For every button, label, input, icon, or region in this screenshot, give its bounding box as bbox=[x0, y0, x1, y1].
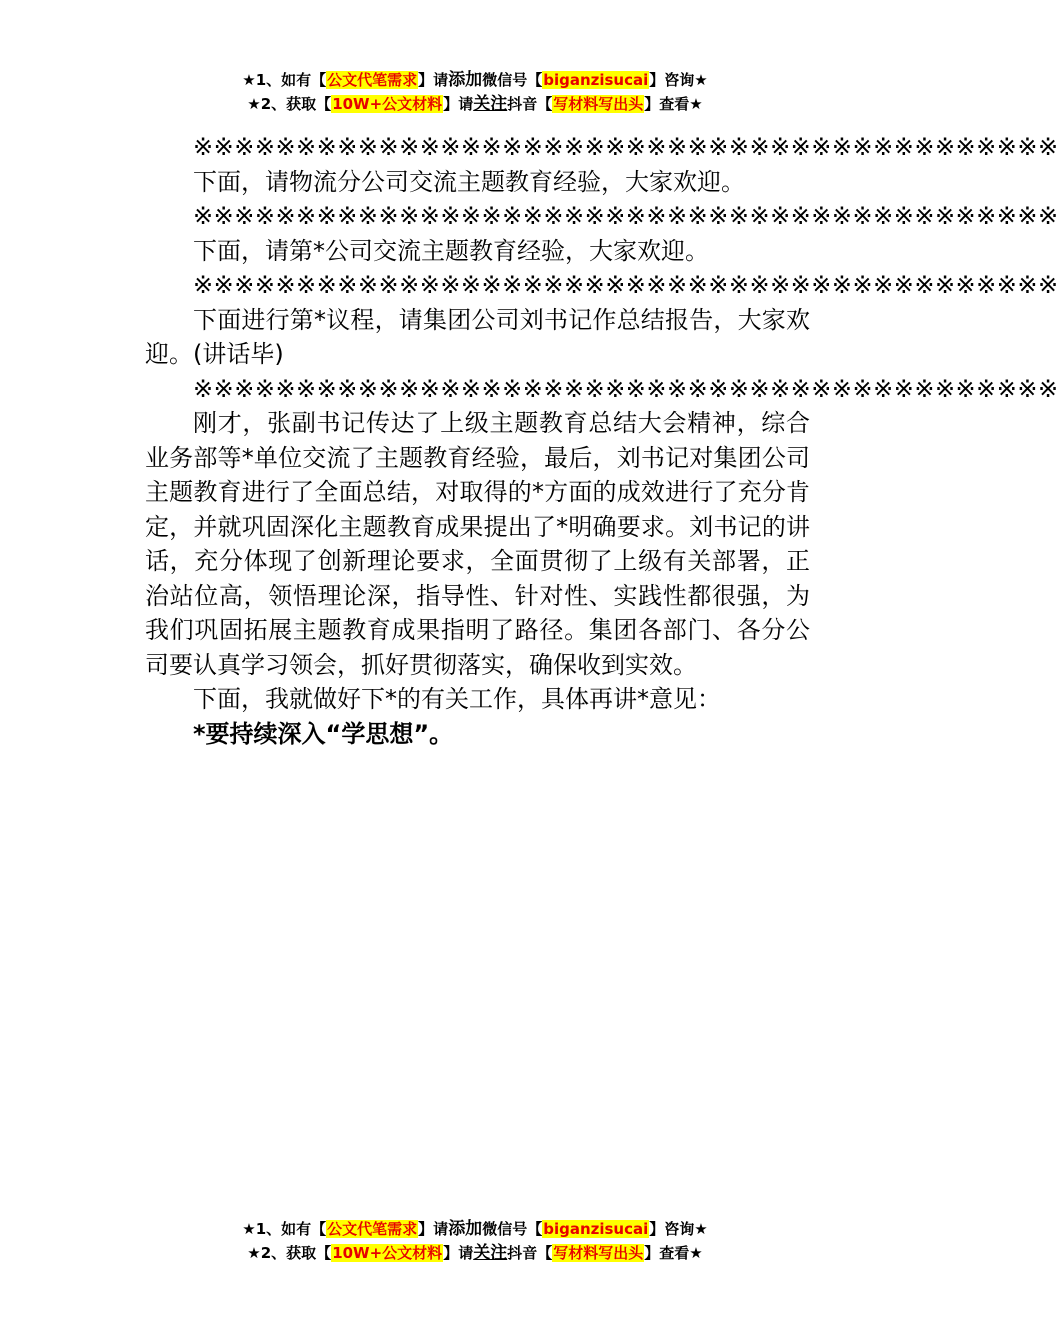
highlight-douyin-account: 写材料写出头 bbox=[553, 1244, 644, 1262]
body-paragraph: 下面，请物流分公司交流主题教育经验，大家欢迎。 bbox=[193, 167, 745, 196]
highlight-wechat-id: biganzisucai bbox=[543, 71, 649, 89]
promo-text: 】请 bbox=[443, 1244, 474, 1262]
promo-text: 抖音【 bbox=[507, 95, 553, 113]
promo-emphasis: 添加 bbox=[448, 1219, 483, 1239]
footer-promo-line-2 bbox=[0, 1241, 950, 1265]
promo-text: 微信号【 bbox=[482, 1220, 543, 1238]
promo-text: 】请 bbox=[418, 1220, 449, 1238]
promo-text: 微信号【 bbox=[482, 71, 543, 89]
promo-emphasis: 关注 bbox=[473, 1243, 508, 1263]
promo-text: 1、如有【 bbox=[255, 1220, 327, 1238]
promo-text: 】请 bbox=[443, 95, 474, 113]
promo-text: 】咨询 bbox=[649, 1220, 695, 1238]
header-promo-line-1 bbox=[0, 68, 950, 92]
promo-emphasis: 添加 bbox=[448, 70, 483, 90]
promo-text: 】查看 bbox=[644, 95, 690, 113]
body-paragraph: 刚才，张副书记传达了上级主题教育总结大会精神，综合业务部等*单位交流了主题教育经验，最后，刘书记对集团公司主题教育进行了全面总结，对取得的*方面的成效进行了充分肯定，并就巩固深化主题教育成果提出了*明确要求。刘书记的讲话，充分体现了创新理论要求，全面贯彻了上级有关部署，正治站位高，领悟理论深，指导性、针对性、实践性都很强，为我们巩固拓展主题教育成果指明了路径。集团各部门、各分公司要认真学习领会，抓好贯彻落实，确保收到实效。 bbox=[145, 409, 810, 679]
star-icon: ★ bbox=[689, 1244, 703, 1262]
highlight-materials: 10W+公文材料 bbox=[332, 1244, 443, 1262]
separator-line: ※※※※※※※※※※※※※※※※※※※※※※※※※※※※※※※※※※※※※※※※※※ bbox=[193, 271, 1059, 299]
body-paragraph: 下面，请第*公司交流主题教育经验，大家欢迎。 bbox=[193, 236, 709, 265]
star-icon: ★ bbox=[689, 95, 703, 113]
footer-promo bbox=[0, 1217, 950, 1265]
highlight-douyin-account: 写材料写出头 bbox=[553, 95, 644, 113]
section-heading: *要持续深入“学思想”。 bbox=[193, 719, 454, 748]
body-paragraph: 下面进行第*议程，请集团公司刘书记作总结报告，大家欢迎。(讲话毕) bbox=[145, 305, 810, 368]
header-promo-line-2 bbox=[0, 92, 950, 116]
promo-text: 1、如有【 bbox=[255, 71, 327, 89]
star-icon: ★ bbox=[242, 1220, 256, 1238]
promo-text: 】咨询 bbox=[649, 71, 695, 89]
highlight-service: 公文代笔需求 bbox=[327, 71, 418, 89]
promo-text: 】请 bbox=[418, 71, 449, 89]
highlight-wechat-id: biganzisucai bbox=[543, 1220, 649, 1238]
body-paragraph: 下面，我就做好下*的有关工作，具体再讲*意见： bbox=[193, 685, 721, 713]
highlight-service: 公文代笔需求 bbox=[327, 1220, 418, 1238]
promo-text: 抖音【 bbox=[507, 1244, 553, 1262]
promo-text: 2、获取【 bbox=[260, 95, 332, 113]
promo-text: 2、获取【 bbox=[260, 1244, 332, 1262]
star-icon: ★ bbox=[694, 1220, 708, 1238]
separator-line: ※※※※※※※※※※※※※※※※※※※※※※※※※※※※※※※※※※※※※※※※※※ bbox=[193, 133, 1059, 161]
star-icon: ★ bbox=[247, 1244, 261, 1262]
header-promo bbox=[0, 68, 950, 116]
promo-text: 】查看 bbox=[644, 1244, 690, 1262]
star-icon: ★ bbox=[247, 95, 261, 113]
promo-emphasis: 关注 bbox=[473, 94, 508, 114]
document-body bbox=[145, 130, 1059, 751]
star-icon: ★ bbox=[242, 71, 256, 89]
footer-promo-line-1 bbox=[0, 1217, 950, 1241]
star-icon: ★ bbox=[694, 71, 708, 89]
separator-line: ※※※※※※※※※※※※※※※※※※※※※※※※※※※※※※※※※※※※※※※※※※ bbox=[193, 374, 1059, 403]
highlight-materials: 10W+公文材料 bbox=[332, 95, 443, 113]
separator-line: ※※※※※※※※※※※※※※※※※※※※※※※※※※※※※※※※※※※※※※※※※※ bbox=[193, 202, 1059, 230]
